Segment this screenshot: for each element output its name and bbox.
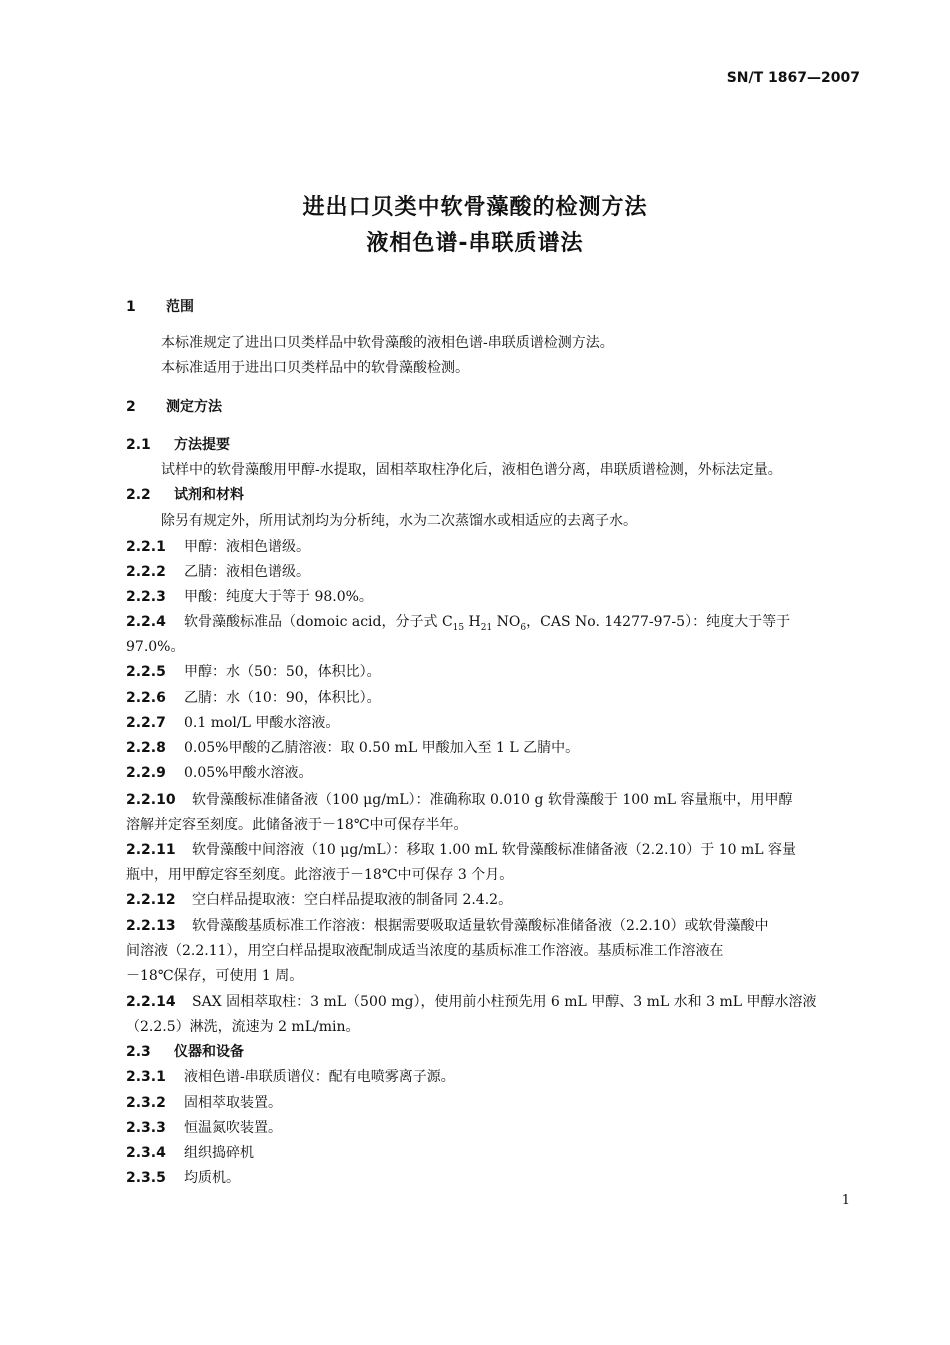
section-2-3-heading: 2.3 仪器和设备: [126, 1044, 244, 1060]
list-item: 2.2.9 0.05%甲酸水溶液。: [126, 765, 313, 781]
section-2-2-paragraph: 除另有规定外，所用试剂均为分析纯，水为二次蒸馏水或相适应的去离子水。: [161, 513, 637, 529]
list-item: 2.2.11 软骨藻酸中间溶液（10 μg/mL）：移取 1.00 mL 软骨藻酸标准储备液（2.2.10）于 10 mL 容量: [126, 842, 796, 858]
list-item: 2.3.5 均质机。: [126, 1170, 240, 1186]
section-2-heading: 2 测定方法: [126, 399, 222, 415]
section-1-heading: 1 范围: [126, 299, 194, 315]
list-item-continuation: 97.0%。: [126, 639, 185, 655]
section-1-paragraph: 本标准适用于进出口贝类样品中的软骨藻酸检测。: [161, 360, 469, 376]
section-1-paragraph: 本标准规定了进出口贝类样品中软骨藻酸的液相色谱-串联质谱检测方法。: [161, 335, 614, 351]
list-item-continuation: －18℃保存，可使用 1 周。: [126, 968, 304, 984]
list-item: 2.2.12 空白样品提取液：空白样品提取液的制备同 2.4.2。: [126, 892, 513, 908]
list-item: 2.2.5 甲醇：水（50：50，体积比）。: [126, 664, 381, 680]
list-item: 2.3.4 组织捣碎机: [126, 1145, 254, 1161]
section-2-1-heading: 2.1 方法提要: [126, 437, 230, 453]
list-item: 2.2.3 甲酸：纯度大于等于 98.0%。: [126, 589, 373, 605]
list-item: 2.2.2 乙腈：液相色谱级。: [126, 564, 310, 580]
list-item-continuation: 瓶中，用甲醇定容至刻度。此溶液于－18℃中可保存 3 个月。: [126, 867, 514, 883]
list-item: 2.2.7 0.1 mol/L 甲酸水溶液。: [126, 715, 340, 731]
list-item: 2.2.10 软骨藻酸标准储备液（100 μg/mL）：准确称取 0.010 g 软骨藻酸于 100 mL 容量瓶中，用甲醇: [126, 792, 793, 808]
section-2-1-paragraph: 试样中的软骨藻酸用甲醇-水提取，固相萃取柱净化后，液相色谱分离，串联质谱检测，外标法定量。: [161, 462, 782, 478]
list-item: 2.3.3 恒温氮吹装置。: [126, 1120, 282, 1136]
list-item: 2.3.1 液相色谱-串联质谱仪：配有电喷雾离子源。: [126, 1069, 455, 1085]
section-2-2-heading: 2.2 试剂和材料: [126, 487, 244, 503]
list-item-continuation: （2.2.5）淋洗，流速为 2 mL/min。: [126, 1019, 360, 1035]
list-item: 2.3.2 固相萃取装置。: [126, 1095, 282, 1111]
document-title: 进出口贝类中软骨藻酸的检测方法: [302, 195, 648, 220]
list-item: 2.2.6 乙腈：水（10：90，体积比）。: [126, 690, 381, 706]
list-item: 2.2.14 SAX 固相萃取柱：3 mL（500 mg），使用前小柱预先用 6 mL 甲醇、3 mL 水和 3 mL 甲醇水溶液: [126, 994, 817, 1010]
list-item-continuation: 间溶液（2.2.11），用空白样品提取液配制成适当浓度的基质标准工作溶液。基质标准工作溶液在: [126, 943, 724, 959]
page-number: 1: [841, 1193, 850, 1208]
document-subtitle: 液相色谱-串联质谱法: [366, 231, 584, 256]
list-item: 2.2.13 软骨藻酸基质标准工作溶液：根据需要吸取适量软骨藻酸标准储备液（2.2.10）或软骨藻酸中: [126, 918, 769, 934]
standard-number: SN/T 1867—2007: [726, 70, 860, 86]
list-item: 2.2.1 甲醇：液相色谱级。: [126, 539, 310, 555]
list-item-continuation: 溶解并定容至刻度。此储备液于－18℃中可保存半年。: [126, 817, 468, 833]
list-item: 2.2.4 软骨藻酸标准品（domoic acid，分子式 $C_{15}$ $H_{21}$ $NO_6$，CAS No. 14277-97-5）：纯度大于等于: [126, 614, 791, 633]
list-item: 2.2.8 0.05%甲酸的乙腈溶液：取 0.50 mL 甲酸加入至 1 L 乙腈中。: [126, 740, 580, 756]
